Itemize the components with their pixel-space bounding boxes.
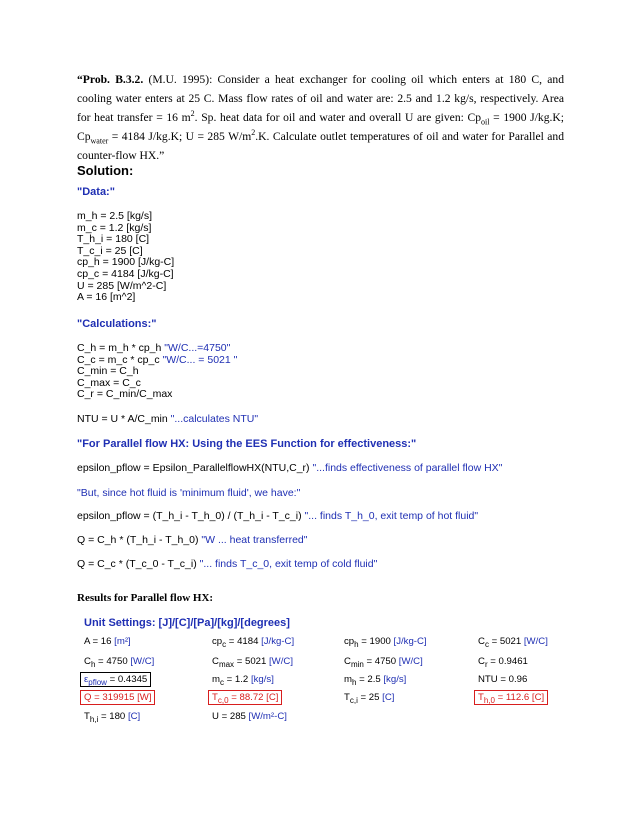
result-t-c-0: $T_{c,0} = 88.72$ [C] [212, 692, 282, 704]
oil-subscript: oil [481, 117, 490, 127]
effectiveness-line: epsilon_pflow = Epsilon_ParallelflowHX(NTU,C_r) "...finds effectiveness of parallel flow HX" [77, 462, 503, 474]
minimum-fluid-note: "But, since hot fluid is 'minimum fluid', we have:" [77, 487, 301, 499]
result-ntu: NTU = 0.96 [478, 674, 528, 685]
result-c-r: $C_r = 0.9461$ [478, 656, 528, 669]
result-m-h: $m_h = 2.5$ [kg/s] [344, 674, 407, 687]
result-c-max: $C_{max} = 5021$ [W/C] [212, 656, 293, 669]
result-cp-c: $cp_c = 4184$ [J/kg-C] [212, 636, 295, 649]
result-t-h-i: $T_{h,i} = 180$ [C] [84, 711, 141, 724]
result-t-h-0: $T_{h,0} = 112.6$ [C] [478, 692, 548, 704]
exit-temp-hot-line: epsilon_pflow = (T_h_i - T_h_0) / (T_h_i - T_c_i) "... finds T_h_0, exit temp of hot fluid" [77, 510, 479, 522]
results-heading: Results for Parallel flow HX: [77, 592, 214, 604]
data-line: cp_c = 4184 [J/kg-C] [77, 267, 174, 280]
data-line: cp_h = 1900 [J/kg-C] [77, 256, 175, 269]
problem-text-3: = 1900 J/kg.K; Cp [77, 111, 564, 143]
data-line: m_c = 1.2 [kg/s] [77, 221, 152, 234]
calc-line: C_r = C_min/C_max [77, 388, 173, 401]
heat-transferred-line: Q = C_h * (T_h_i - T_h_0) "W ... heat transferred" [77, 534, 308, 546]
solution-heading: Solution: [77, 163, 134, 178]
data-heading: "Data:" [77, 186, 115, 198]
problem-statement [77, 70, 564, 165]
result-u: U = 285 [W/m²-C] [212, 711, 287, 722]
result-cp-h: $cp_h = 1900$ [J/kg-C] [344, 636, 427, 649]
calc-line: C_max = C_c [77, 376, 141, 389]
result-c-h: $C_h = 4750$ [W/C] [84, 656, 155, 669]
data-line: U = 285 [W/m^2-C] [77, 279, 167, 292]
water-subscript: water [90, 136, 109, 146]
result-q: Q = 319915 [W] [84, 692, 155, 704]
ntu-line: NTU = U * A/C_min "...calculates NTU" [77, 413, 259, 425]
data-line: T_c_i = 25 [C] [77, 244, 143, 257]
data-line: A = 16 [m^2] [77, 291, 136, 304]
result-t-c-i: $T_{c,i} = 25$ [C] [344, 692, 395, 705]
data-block [77, 211, 174, 304]
result-m-c: $m_c = 1.2$ [kg/s] [212, 674, 274, 687]
result-epsilon-pflow: $\varepsilon_{pflow} = 0.4345$ [84, 674, 151, 686]
data-line: T_h_i = 180 [C] [77, 233, 150, 246]
problem-text-2: . Sp. heat data for oil and water and overall U are given: Cp [194, 111, 482, 124]
result-c-c: $C_c = 5021$ [W/C] [478, 636, 548, 649]
exit-temp-cold-line: Q = C_c * (T_c_0 - T_c_i) "... finds T_c_0, exit temp of cold fluid" [77, 558, 378, 570]
calc-line: C_h = m_h * cp_h "W/C...=4750" [77, 342, 231, 354]
calculations-block [77, 343, 237, 401]
problem-text-5: .K. Calculate outlet temperatures of oil and water for Parallel and counter-flow HX.” [77, 130, 564, 162]
result-a: A = 16 [m²] [84, 636, 131, 647]
area-exponent: 2 [190, 109, 195, 119]
parallel-flow-heading: "For Parallel flow HX: Using the EES Function for effectiveness:" [77, 438, 417, 450]
unit-settings: Unit Settings: [J]/[C]/[Pa]/[kg]/[degrees] [84, 617, 290, 629]
result-c-min: $C_{min} = 4750$ [W/C] [344, 656, 423, 669]
problem-text-1: (M.U. 1995): Consider a heat exchanger for cooling oil which enters at 180 C, and cooling water enters at 25 C. Mass flow rates of oil and water are: 2.5 and 1.2 kg/s, respectively. Area for heat transfer = 16 m [77, 73, 564, 124]
calculations-heading: "Calculations:" [77, 318, 157, 330]
u-exponent: 2 [251, 128, 256, 138]
data-line: m_h = 2.5 [kg/s] [77, 210, 152, 222]
problem-text-4: = 4184 J/kg.K; U = 285 W/m [108, 130, 252, 143]
calc-line: C_c = m_c * cp_c "W/C... = 5021 " [77, 353, 238, 366]
calc-line: C_min = C_h [77, 365, 139, 378]
problem-label: “Prob. B.3.2. [77, 73, 144, 86]
